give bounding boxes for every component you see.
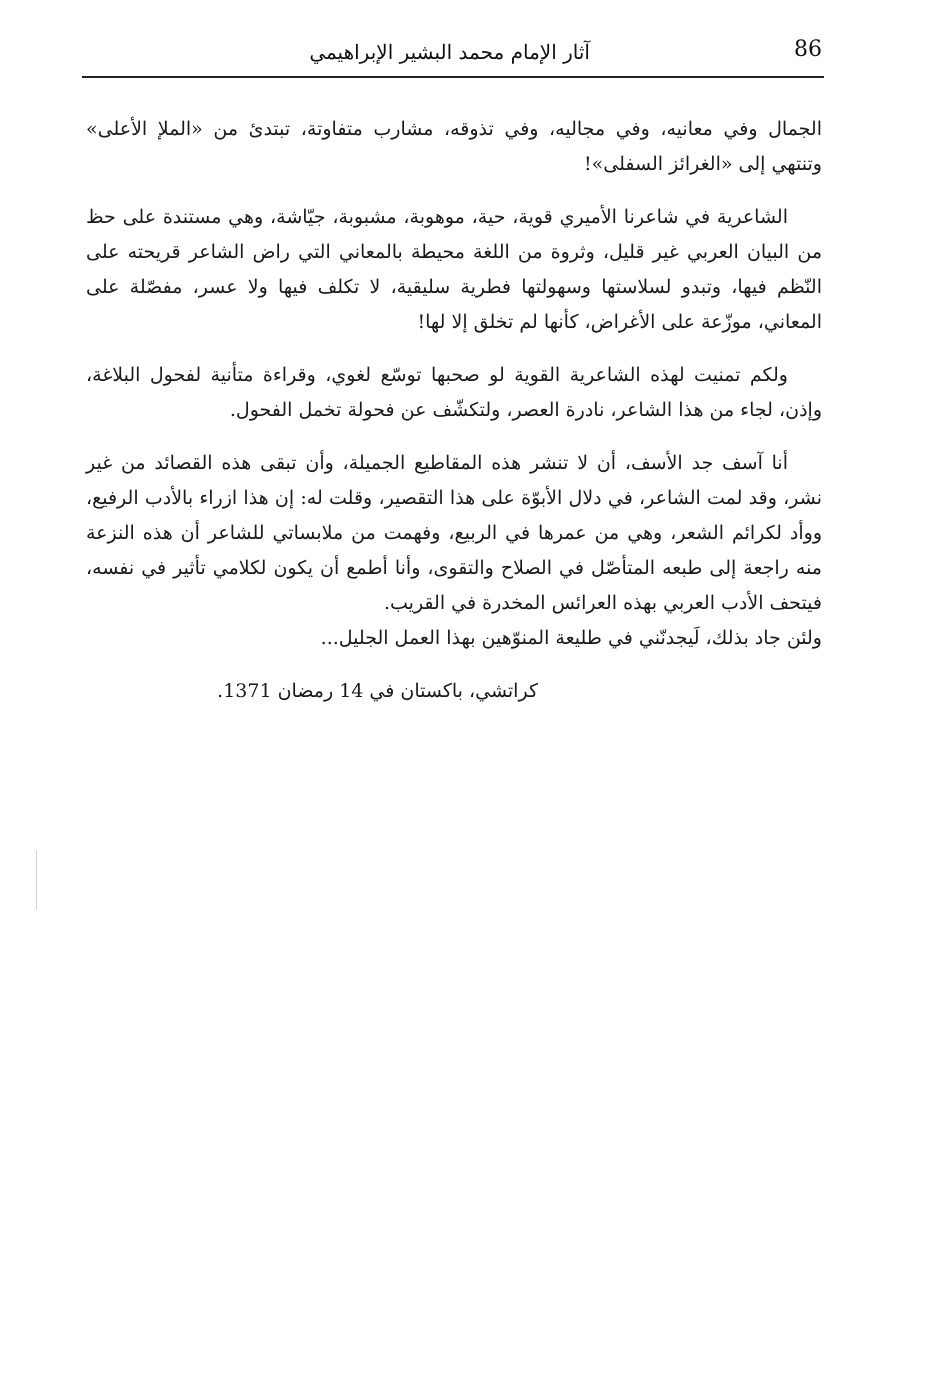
running-title: آثار الإمام محمد البشير الإبراهيمي — [309, 40, 590, 64]
header-rule — [82, 76, 824, 78]
paragraph-1: الجمال وفي معانيه، وفي مجاليه، وفي تذوقه، مشارب متفاوتة، تبتدئ من «الملإ الأعلى» وتنتهي إلى «الغرائز السفلى»! — [86, 118, 822, 175]
scan-mark — [36, 850, 37, 910]
body-text — [86, 112, 822, 709]
signoff-line: كراتشي، باكستان في 14 رمضان 1371. — [217, 680, 538, 702]
paragraph-4: أنا آسف جد الأسف، أن لا تنشر هذه المقاطيع الجميلة، وأن تبقى هذه القصائد من غير نشر، وقد لمت الشاعر، في دلال الأبوّة على هذا التقصير، وقلت له: إن هذا ازراء بالأدب الرفيع، ووأد لكرائم الشعر، وهي من عمرها في الربيع، وفهمت من ملابساتي للشاعر أن هذه النزعة منه راجعة إلى طبعه المتأصّل في الصلاح والتقوى، وأنا أطمع أن يكون لكلامي تأثير في نفسه، فيتحف الأدب العربي بهذه العرائس المخدرة في القريب. — [86, 452, 822, 614]
paragraph-2: الشاعرية في شاعرنا الأميري قوية، حية، موهوبة، مشبوبة، جيّاشة، وهي مستندة على حظ من البيان العربي غير قليل، وثروة من اللغة محيطة بالمعاني التي راض الشاعر قريحته على النّظم فيها، وتبدو لسلاستها وسهولتها فطرية سليقية، لا تكلف فيها ولا عسر، مفصّلة على المعاني، موزّعة على الأغراض، كأنها لم تخلق إلا لها! — [86, 206, 822, 333]
paragraph-5: ولئن جاد بذلك، لَيجدنّني في طليعة المنوّهين بهذا العمل الجليل... — [320, 627, 822, 649]
paragraph-3: ولكم تمنيت لهذه الشاعرية القوية لو صحبها توسّع لغوي، وقراءة متأنية لفحول البلاغة، وإذن، لجاء من هذا الشاعر، نادرة العصر، ولتكشّف عن فحولة تخمل الفحول. — [86, 364, 822, 421]
page-number: 86 — [794, 37, 822, 62]
page-header — [82, 36, 822, 76]
